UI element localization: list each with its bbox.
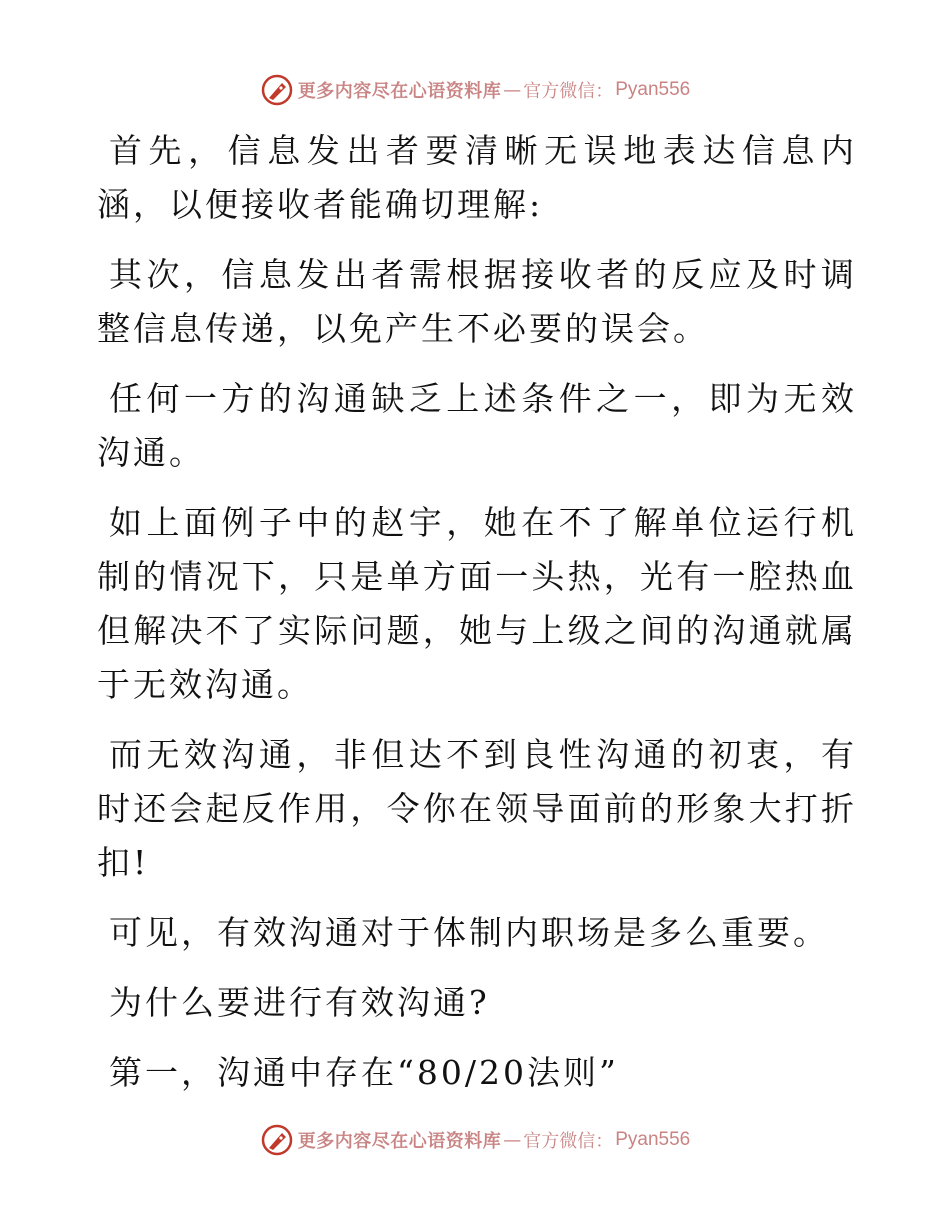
header-promo-text: 更多内容尽在心语资料库 <box>297 81 502 102</box>
document-body <box>97 124 857 1100</box>
footer-dash: — <box>503 1129 522 1151</box>
footer-promo-text: 更多内容尽在心语资料库 <box>297 1131 502 1152</box>
footer-watermark <box>0 1120 950 1160</box>
header-wechat-id: Pyan556 <box>615 79 691 100</box>
paragraph-3: 任何一方的沟通缺乏上述条件之一，即为无效沟通。 <box>97 379 857 472</box>
header-official-label: 官方微信： <box>523 81 614 102</box>
paragraph-5: 而无效沟通，非但达不到良性沟通的初衷，有时还会起反作用，令你在领导面前的形象大打折扣! <box>97 735 857 882</box>
header-watermark <box>0 70 950 110</box>
header-dash: — <box>503 79 522 101</box>
paragraph-6: 可见，有效沟通对于体制内职场是多么重要。 <box>109 913 829 952</box>
paragraph-8: 第一，沟通中存在“80/20法则” <box>109 1053 619 1092</box>
pen-nib-logo-icon <box>260 73 294 107</box>
footer-official-label: 官方微信： <box>523 1131 614 1152</box>
paragraph-1: 首先，信息发出者要清晰无误地表达信息内涵，以便接收者能确切理解: <box>97 131 857 224</box>
paragraph-4: 如上面例子中的赵宇，她在不了解单位运行机制的情况下，只是单方面一头热，光有一腔热血但解决不了实际问题，她与上级之间的沟通就属于无效沟通。 <box>97 503 857 704</box>
paragraph-7: 为什么要进行有效沟通? <box>109 983 490 1022</box>
footer-wechat-id: Pyan556 <box>615 1129 691 1150</box>
pen-nib-logo-icon <box>260 1123 294 1157</box>
paragraph-2: 其次，信息发出者需根据接收者的反应及时调整信息传递，以免产生不必要的误会。 <box>97 255 857 348</box>
